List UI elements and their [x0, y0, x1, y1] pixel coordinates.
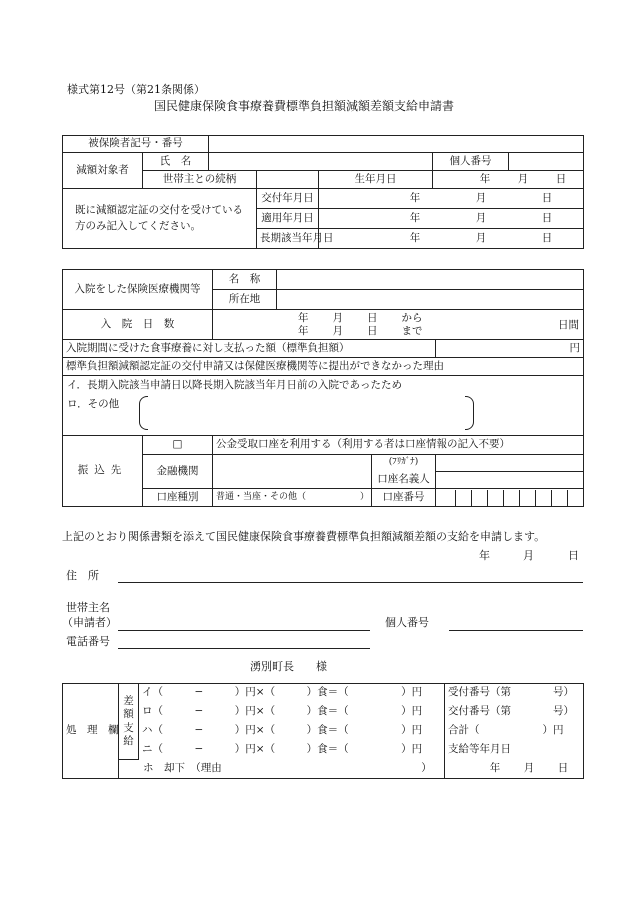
personal-number-line[interactable] [449, 630, 583, 631]
date-month: 月 [523, 549, 534, 562]
address-label: 住 所 [66, 569, 99, 582]
rejection-row: ホ 却下 （理由 ） [119, 760, 445, 779]
reason-label: 標準負担額減額認定証の交付申請又は保健医療機関等に提出ができなかった理由 [63, 358, 584, 376]
personal-number-label: 個人番号 [433, 153, 509, 171]
reason-field[interactable] [63, 376, 584, 436]
birth-date-label: 生年月日 [319, 171, 433, 189]
hospitalization-table [62, 269, 584, 507]
account-type-options[interactable]: 普通・当座・その他（ ） [213, 489, 372, 507]
account-type-label: 口座種別 [143, 489, 213, 507]
diff-payment-label: 差額支給 [119, 684, 139, 760]
institution-name-label: 名 称 [213, 270, 277, 290]
addressee: 湧別町長 様 [250, 660, 327, 673]
insured-number-label: 被保険者記号・番号 [63, 136, 209, 153]
reason-i: イ．長期入院該当申請日以降長期入院該当年月日前の入院であったため [67, 379, 402, 391]
calc-row-ro: ロ（ − ）円×（ ）食＝（ ）円 [139, 703, 445, 722]
long-term-date-field[interactable]: 年 月 日 [319, 229, 584, 249]
calc-row-ha: ハ（ − ）円×（ ）食＝（ ）円 [139, 722, 445, 741]
declaration: 上記のとおり関係書類を添えて国民健康保険食事療養費標準負担額減額差額の支給を申請します。 [62, 530, 546, 543]
issue-date-field[interactable]: 年 月 日 [319, 189, 584, 209]
applicant-label: （申請者） [62, 616, 117, 629]
account-holder-label: 口座名義人 [372, 472, 436, 489]
account-number-field[interactable] [436, 489, 584, 507]
address-line[interactable] [118, 582, 583, 583]
date-day: 日 [568, 549, 579, 562]
reduction-target-label: 減額対象者 [63, 153, 143, 189]
account-number-label: 口座番号 [372, 489, 436, 507]
institution-label: 入院をした保険医療機関等 [63, 270, 213, 310]
page-title: 国民健康保険食事療養費標準負担額減額差額支給申請書 [154, 99, 455, 113]
payment-date-label: 支給等年月日 [445, 741, 584, 760]
account-holder-field[interactable] [436, 472, 584, 489]
total: 合計（ ）円 [445, 722, 584, 741]
hospital-days-field[interactable]: 年 月 日 から 年 月 日 まで 日間 [213, 310, 584, 340]
form-number: 様式第12号（第21条関係） [67, 83, 205, 96]
transfer-label: 振込先 [63, 436, 143, 507]
householder-label: 世帯主名 [66, 601, 110, 614]
furigana-field[interactable] [436, 455, 584, 472]
reason-ro: ロ．その他 [67, 398, 120, 410]
institution-location-field[interactable] [277, 290, 584, 310]
insured-person-table [62, 135, 584, 249]
apply-date-label: 適用年月日 [257, 209, 319, 229]
phone-line[interactable] [118, 648, 370, 649]
birth-date-field[interactable]: 年 月 日 [433, 171, 584, 189]
long-term-date-label: 長期該当年月日 [257, 229, 319, 249]
bracket-left [139, 396, 148, 430]
issue-number: 交付番号（第 号） [445, 703, 584, 722]
personal-number-field[interactable] [509, 153, 584, 171]
receipt-number: 受付番号（第 号） [445, 684, 584, 703]
personal-number-label-2: 個人番号 [385, 616, 429, 629]
relationship-label: 世帯主との続柄 [143, 171, 257, 189]
bank-label: 金融機関 [143, 455, 213, 489]
apply-date-field[interactable]: 年 月 日 [319, 209, 584, 229]
name-field[interactable] [209, 153, 433, 171]
public-account-checkbox[interactable]: □ [143, 436, 213, 455]
phone-label: 電話番号 [66, 635, 110, 648]
processing-label: 処 理 欄 [63, 684, 119, 779]
insured-number-field[interactable] [209, 136, 584, 153]
name-label: 氏 名 [143, 153, 209, 171]
institution-location-label: 所在地 [213, 290, 277, 310]
bracket-right [465, 396, 474, 430]
processing-table [62, 683, 584, 779]
issue-date-label: 交付年月日 [257, 189, 319, 209]
calc-row-ni: ニ（ − ）円×（ ）食＝（ ）円 [139, 741, 445, 760]
institution-name-field[interactable] [277, 270, 584, 290]
bank-field[interactable] [213, 455, 372, 489]
amount-paid-label: 入院期間に受けた食事療養に対し支払った額（標準負担額） [63, 340, 436, 358]
date-year: 年 [479, 549, 490, 562]
calc-row-i: イ（ − ）円×（ ）食＝（ ）円 [139, 684, 445, 703]
relationship-field[interactable] [257, 171, 319, 189]
hospital-days-label: 入 院 日 数 [63, 310, 213, 340]
payment-date-field[interactable]: 年 月 日 [445, 760, 584, 779]
furigana-label: (ﾌﾘｶﾞﾅ) [372, 455, 436, 472]
certificate-note: 既に減額認定証の交付を受けている方のみ記入してください。 [63, 189, 257, 249]
householder-line[interactable] [118, 630, 370, 631]
public-account-label: 公金受取口座を利用する（利用する者は口座情報の記入不要） [213, 436, 584, 455]
amount-paid-field[interactable]: 円 [436, 340, 584, 358]
